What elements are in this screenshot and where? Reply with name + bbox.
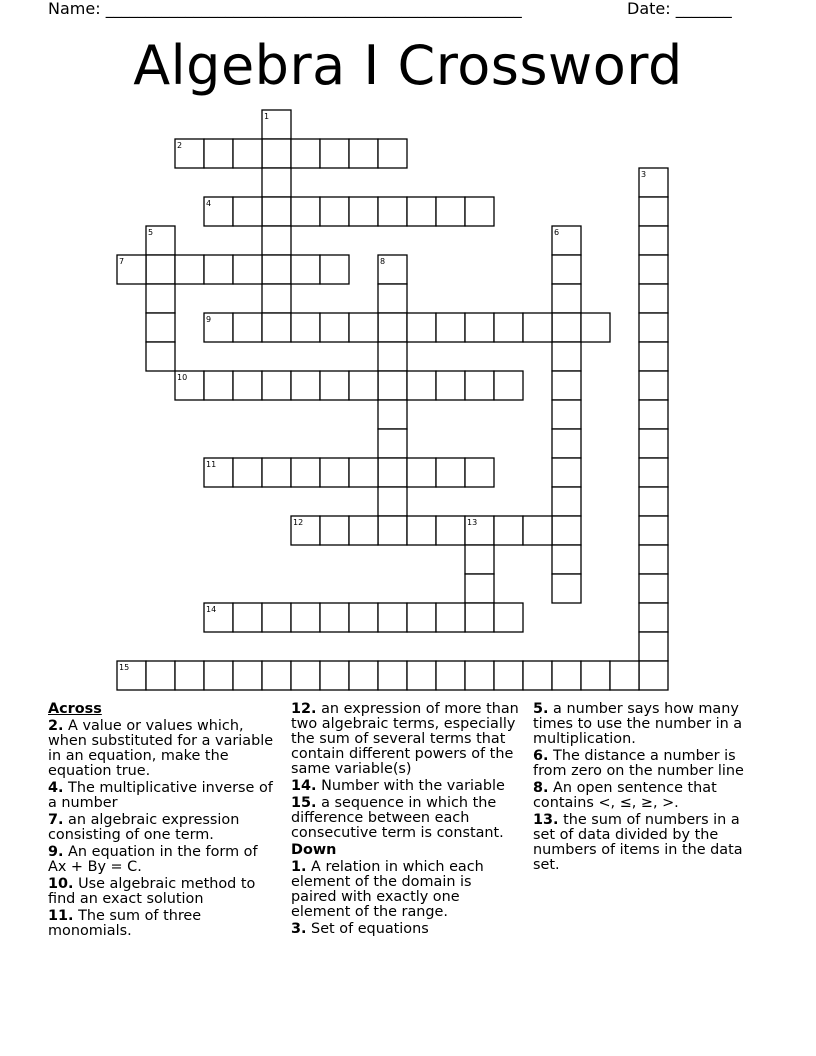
grid-cell[interactable] <box>552 342 581 371</box>
grid-cell[interactable] <box>639 545 668 574</box>
across-clue-list <box>48 719 280 939</box>
grid-cell[interactable] <box>407 516 436 545</box>
clue-text: Number with the variable <box>316 778 505 794</box>
grid-cell[interactable] <box>639 487 668 516</box>
clue-number: 6. <box>533 748 549 764</box>
date-label: Date: <box>627 0 676 18</box>
grid-cell[interactable] <box>639 255 668 284</box>
grid-cell[interactable] <box>639 400 668 429</box>
grid-cell[interactable] <box>639 429 668 458</box>
clue-item <box>48 909 280 939</box>
grid-cell[interactable] <box>552 574 581 603</box>
grid-cell[interactable] <box>146 255 175 284</box>
grid-cell[interactable] <box>349 313 378 342</box>
name-label: Name: <box>48 0 106 18</box>
clue-number: 12. <box>291 701 317 717</box>
grid-cell[interactable] <box>523 516 552 545</box>
grid-cell[interactable] <box>378 516 407 545</box>
grid-cell[interactable] <box>146 313 175 342</box>
cell-number: 10 <box>177 373 188 382</box>
clue-text: an algebraic expression consisting of one term. <box>48 812 240 843</box>
grid-cell[interactable] <box>291 139 320 168</box>
clue-text: an expression of more than two algebraic terms, especially the sum of several terms that contain different powers of the same variable(s) <box>291 701 519 777</box>
grid-cell[interactable] <box>552 371 581 400</box>
grid-cell[interactable] <box>378 342 407 371</box>
grid-cell[interactable] <box>465 574 494 603</box>
grid-cell[interactable] <box>262 139 291 168</box>
grid-cell[interactable] <box>349 371 378 400</box>
grid-cell[interactable] <box>436 197 465 226</box>
grid-cell[interactable] <box>639 661 668 690</box>
grid-cell[interactable] <box>378 603 407 632</box>
grid-cell[interactable] <box>378 458 407 487</box>
clue-item <box>48 719 280 779</box>
grid-cell[interactable] <box>552 255 581 284</box>
grid-cell[interactable] <box>262 255 291 284</box>
grid-cell[interactable] <box>349 516 378 545</box>
grid-cell[interactable] <box>465 661 494 690</box>
cell-number: 2 <box>177 141 183 150</box>
grid-cell[interactable] <box>465 545 494 574</box>
grid-cell[interactable] <box>494 516 523 545</box>
grid-cell[interactable] <box>233 603 262 632</box>
grid-cell[interactable] <box>552 429 581 458</box>
clue-item <box>533 813 763 873</box>
grid-cell[interactable] <box>407 603 436 632</box>
grid-cell[interactable] <box>262 603 291 632</box>
grid-cell[interactable] <box>494 661 523 690</box>
grid-cell[interactable] <box>465 313 494 342</box>
grid-cell[interactable] <box>552 545 581 574</box>
clue-number: 3. <box>291 921 307 937</box>
grid-cell[interactable] <box>233 313 262 342</box>
clues-column-1 <box>48 702 280 941</box>
clue-text: An equation in the form of Ax + By = C. <box>48 844 258 875</box>
grid-cell[interactable] <box>349 458 378 487</box>
grid-cell[interactable] <box>262 313 291 342</box>
clue-number: 13. <box>533 812 559 828</box>
clue-text: a number says how many times to use the number in a multiplication. <box>533 701 743 747</box>
cell-number: 12 <box>293 518 304 527</box>
grid-cell[interactable] <box>204 139 233 168</box>
grid-cell[interactable] <box>175 255 204 284</box>
grid-cell[interactable] <box>262 197 291 226</box>
grid-cell[interactable] <box>436 603 465 632</box>
grid-cell[interactable] <box>291 458 320 487</box>
cell-number: 15 <box>119 663 130 672</box>
grid-cell[interactable] <box>378 400 407 429</box>
clue-text: The distance a number is from zero on the number line <box>533 748 744 779</box>
grid-cell[interactable] <box>291 255 320 284</box>
clue-item <box>533 781 763 811</box>
grid-cell[interactable] <box>639 516 668 545</box>
clue-number: 8. <box>533 780 549 796</box>
grid-cell[interactable] <box>552 400 581 429</box>
clue-number: 4. <box>48 780 64 796</box>
cell-number: 8 <box>380 257 386 266</box>
cell-number: 5 <box>148 228 154 237</box>
cell-number: 11 <box>206 460 217 469</box>
grid-cell[interactable] <box>291 371 320 400</box>
grid-cell[interactable] <box>552 313 581 342</box>
grid-cell[interactable] <box>146 284 175 313</box>
clue-item <box>48 813 280 843</box>
grid-cell[interactable] <box>639 284 668 313</box>
grid-cell[interactable] <box>320 255 349 284</box>
clue-number: 2. <box>48 718 64 734</box>
grid-cell[interactable] <box>436 458 465 487</box>
clue-number: 1. <box>291 859 307 875</box>
cell-number: 7 <box>119 257 125 266</box>
grid-cell[interactable] <box>233 139 262 168</box>
grid-cell[interactable] <box>523 313 552 342</box>
grid-cell[interactable] <box>204 371 233 400</box>
clue-item <box>291 796 519 841</box>
across-clue-list-continued <box>291 702 519 841</box>
grid-cell[interactable] <box>233 371 262 400</box>
cell-number: 9 <box>206 315 212 324</box>
grid-cell[interactable] <box>436 313 465 342</box>
clues-column-3 <box>533 702 763 875</box>
grid-cell[interactable] <box>407 661 436 690</box>
grid-cell[interactable] <box>291 661 320 690</box>
clue-number: 15. <box>291 795 317 811</box>
grid-cell[interactable] <box>378 661 407 690</box>
grid-cell[interactable] <box>552 487 581 516</box>
grid-cell[interactable] <box>378 429 407 458</box>
clue-text: The multiplicative inverse of a number <box>48 780 273 811</box>
clue-item <box>533 702 763 747</box>
grid-cell[interactable] <box>407 458 436 487</box>
clue-item <box>291 702 519 777</box>
cell-number: 13 <box>467 518 478 527</box>
grid-cell[interactable] <box>378 371 407 400</box>
grid-cell[interactable] <box>291 603 320 632</box>
grid-cell[interactable] <box>494 313 523 342</box>
across-heading: Across <box>48 701 102 717</box>
grid-cell[interactable] <box>581 313 610 342</box>
grid-cell[interactable] <box>465 603 494 632</box>
grid-cell[interactable] <box>349 139 378 168</box>
down-heading: Down <box>291 842 337 858</box>
grid-cell[interactable] <box>320 197 349 226</box>
grid-cell[interactable] <box>639 458 668 487</box>
grid-cell[interactable] <box>639 313 668 342</box>
grid-cell[interactable] <box>378 197 407 226</box>
grid-cell[interactable] <box>204 255 233 284</box>
grid-cell[interactable] <box>262 168 291 197</box>
down-clue-list-continued <box>533 702 763 873</box>
grid-cell[interactable] <box>320 516 349 545</box>
grid-cell[interactable] <box>349 197 378 226</box>
grid-cell[interactable] <box>291 197 320 226</box>
clues-column-2 <box>291 702 519 939</box>
grid-cell[interactable] <box>639 603 668 632</box>
grid-cell[interactable] <box>378 313 407 342</box>
grid-cell[interactable] <box>320 661 349 690</box>
grid-cell[interactable] <box>639 342 668 371</box>
grid-cell[interactable] <box>436 661 465 690</box>
clue-number: 7. <box>48 812 64 828</box>
grid-cell[interactable] <box>378 487 407 516</box>
grid-cell[interactable] <box>407 197 436 226</box>
grid-cell[interactable] <box>610 661 639 690</box>
clue-number: 10. <box>48 876 74 892</box>
grid-cell[interactable] <box>233 661 262 690</box>
cell-number: 1 <box>264 112 270 121</box>
grid-cell[interactable] <box>320 371 349 400</box>
name-field[interactable]: ____________________________________________________ <box>105 0 522 18</box>
clue-item <box>291 922 519 937</box>
grid-cell[interactable] <box>581 661 610 690</box>
clue-number: 14. <box>291 778 317 794</box>
grid-cell[interactable] <box>552 661 581 690</box>
grid-cell[interactable] <box>262 661 291 690</box>
grid-cell[interactable] <box>639 632 668 661</box>
clue-text: Use algebraic method to find an exact solution <box>48 876 256 907</box>
grid-cell[interactable] <box>639 226 668 255</box>
grid-cell[interactable] <box>639 574 668 603</box>
clue-number: 11. <box>48 908 74 924</box>
grid-cell[interactable] <box>552 458 581 487</box>
grid-cell[interactable] <box>494 603 523 632</box>
grid-cell[interactable] <box>262 371 291 400</box>
grid-cell[interactable] <box>378 284 407 313</box>
grid-cell[interactable] <box>378 139 407 168</box>
clue-text: the sum of numbers in a set of data divided by the numbers of items in the data set. <box>533 812 743 873</box>
grid-cell[interactable] <box>320 603 349 632</box>
clue-text: A value or values which, when substituted for a variable in an equation, make the equation true. <box>48 718 274 779</box>
cell-number: 4 <box>206 199 212 208</box>
grid-cell[interactable] <box>436 516 465 545</box>
clue-text: Set of equations <box>306 921 429 937</box>
clue-item <box>291 779 519 794</box>
grid-cell[interactable] <box>146 661 175 690</box>
grid-cell[interactable] <box>320 458 349 487</box>
date-field[interactable]: _______ <box>675 0 732 18</box>
grid-cell[interactable] <box>262 458 291 487</box>
grid-cell[interactable] <box>291 313 320 342</box>
grid-cell[interactable] <box>465 197 494 226</box>
grid-cell[interactable] <box>262 284 291 313</box>
grid-cell[interactable] <box>233 255 262 284</box>
grid-cell[interactable] <box>320 139 349 168</box>
clue-item <box>291 860 519 920</box>
cell-number: 3 <box>641 170 647 179</box>
page-title: Algebra I Crossword <box>133 34 683 97</box>
cell-number: 6 <box>554 228 560 237</box>
grid-cell[interactable] <box>320 313 349 342</box>
down-clue-list <box>291 860 519 937</box>
grid-cell[interactable] <box>233 197 262 226</box>
clue-number: 9. <box>48 844 64 860</box>
grid-cell[interactable] <box>146 342 175 371</box>
clue-text: A relation in which each element of the domain is paired with exactly one element of the range. <box>291 859 484 920</box>
grid-cell[interactable] <box>494 371 523 400</box>
grid-cell[interactable] <box>552 284 581 313</box>
grid-cell[interactable] <box>407 313 436 342</box>
grid-cell[interactable] <box>204 661 233 690</box>
clue-item <box>533 749 763 779</box>
grid-cell[interactable] <box>175 661 204 690</box>
grid-cell[interactable] <box>639 197 668 226</box>
cell-number: 14 <box>206 605 217 614</box>
grid-cell[interactable] <box>349 603 378 632</box>
clue-item <box>48 845 280 875</box>
grid-cell[interactable] <box>436 371 465 400</box>
grid-cell[interactable] <box>349 661 378 690</box>
clue-number: 5. <box>533 701 549 717</box>
grid-cell[interactable] <box>465 371 494 400</box>
grid-cell[interactable] <box>262 226 291 255</box>
grid-cell[interactable] <box>639 371 668 400</box>
clue-text: An open sentence that contains <, ≤, ≥, >. <box>533 780 717 811</box>
clue-text: a sequence in which the difference between each consecutive term is constant. <box>291 795 504 841</box>
clue-text: The sum of three monomials. <box>48 908 202 939</box>
grid-cell[interactable] <box>407 371 436 400</box>
grid-cell[interactable] <box>233 458 262 487</box>
clue-item <box>48 781 280 811</box>
grid-cell[interactable] <box>465 458 494 487</box>
clue-item <box>48 877 280 907</box>
grid-cell[interactable] <box>523 661 552 690</box>
grid-cell[interactable] <box>552 516 581 545</box>
